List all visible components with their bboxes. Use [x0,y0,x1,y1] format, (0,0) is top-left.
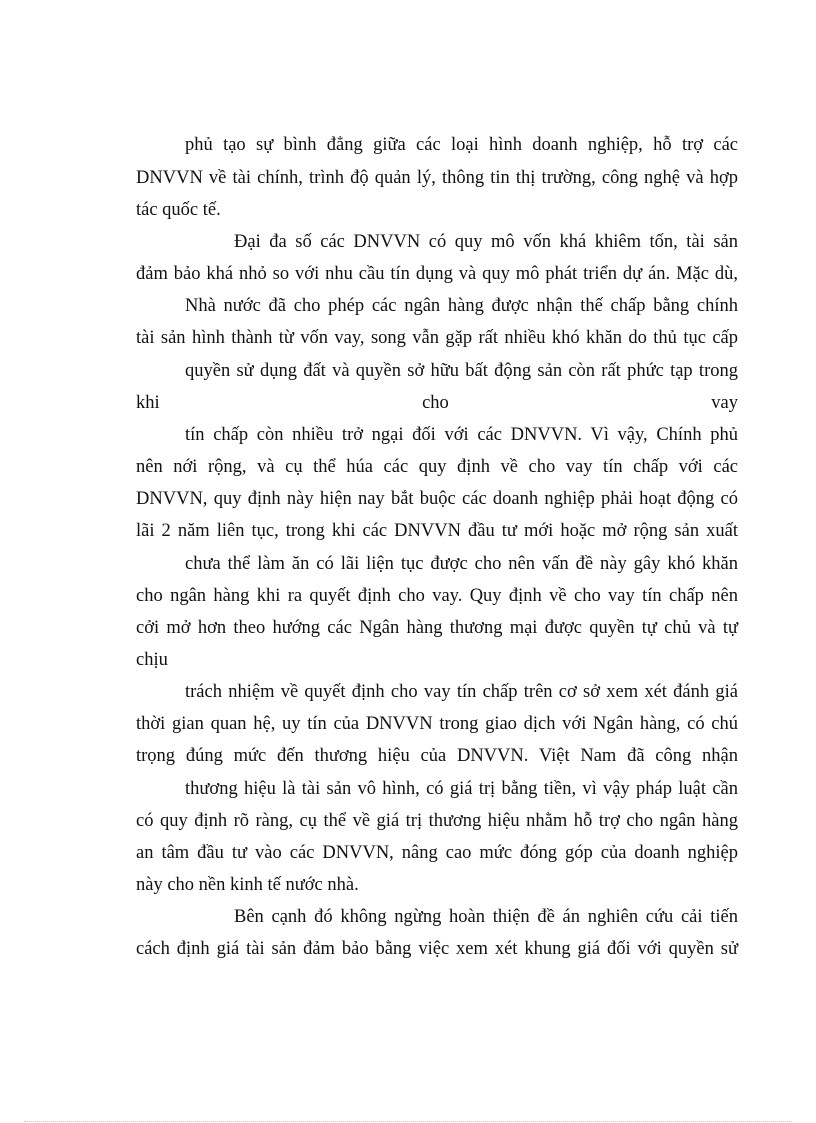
text-line: lãi 2 năm liên tục, trong khi các DNVVN đầu tư mới hoặc mở rộng sản xuất [136,521,738,541]
spread-word: vay [711,393,738,413]
spread-word: cho [422,393,449,413]
text-line: nên nới rộng, và cụ thể húa các quy định về cho vay tín chấp với các [136,457,738,477]
text-line: cho ngân hàng khi ra quyết định cho vay. Quy định về cho vay tín chấp nên [136,586,738,606]
text-line: cách định giá tài sản đảm bảo bằng việc xem xét khung giá đối với quyền sử [136,939,738,959]
text-line: Nhà nước đã cho phép các ngân hàng được nhận thế chấp bằng chính [185,296,738,316]
text-line: tín chấp còn nhiều trở ngại đối với các DNVVN. Vì vậy, Chính phủ [185,425,738,445]
text-line: chịu [136,650,168,670]
text-line: cởi mở hơn theo hướng các Ngân hàng thương mại được quyền tự chủ và tự [136,618,738,638]
spread-word: khi [136,393,160,413]
text-line: có quy định rõ ràng, cụ thể về giá trị thương hiệu nhằm hỗ trợ cho ngân hàng [136,811,738,831]
text-line: thương hiệu là tài sản vô hình, có giá trị bằng tiền, vì vậy pháp luật cần [185,779,738,799]
spread-line [136,390,738,416]
text-line: trách nhiệm về quyết định cho vay tín chấp trên cơ sở xem xét đánh giá [185,682,738,702]
text-line: chưa thể làm ăn có lãi liện tục được cho nên vấn đề này gây khó khăn [185,554,738,574]
text-line: thời gian quan hệ, uy tín của DNVVN trong giao dịch với Ngân hàng, có chú [136,714,738,734]
text-line: quyền sử dụng đất và quyền sở hữu bất động sản còn rất phức tạp trong [185,361,738,381]
text-line: này cho nền kinh tế nước nhà. [136,875,359,895]
text-line: Đại đa số các DNVVN có quy mô vốn khá khiêm tốn, tài sản [234,232,738,252]
text-line: an tâm đầu tư vào các DNVVN, nâng cao mức đóng góp của doanh nghiệp [136,843,738,863]
text-line: DNVVN, quy định này hiện nay bắt buộc các doanh nghiệp phải hoạt động có [136,489,738,509]
text-line: đảm bảo khá nhỏ so với nhu cầu tín dụng và quy mô phát triển dự án. Mặc dù, [136,264,738,284]
text-line: tác quốc tế. [136,200,221,220]
text-line: trọng đúng mức đến thương hiệu của DNVVN. Việt Nam đã công nhận [136,746,738,766]
text-line: DNVVN về tài chính, trình độ quản lý, thông tin thị trường, công nghệ và hợp [136,168,738,188]
text-line: Bên cạnh đó không ngừng hoàn thiện đề án nghiên cứu cải tiến [234,907,738,927]
text-line: tài sản hình thành từ vốn vay, song vẫn gặp rất nhiều khó khăn do thủ tục cấp [136,328,738,348]
text-line: phủ tạo sự bình đẳng giữa các loại hình doanh nghiệp, hỗ trợ các [185,135,738,155]
page-bottom-rule [24,1121,792,1122]
